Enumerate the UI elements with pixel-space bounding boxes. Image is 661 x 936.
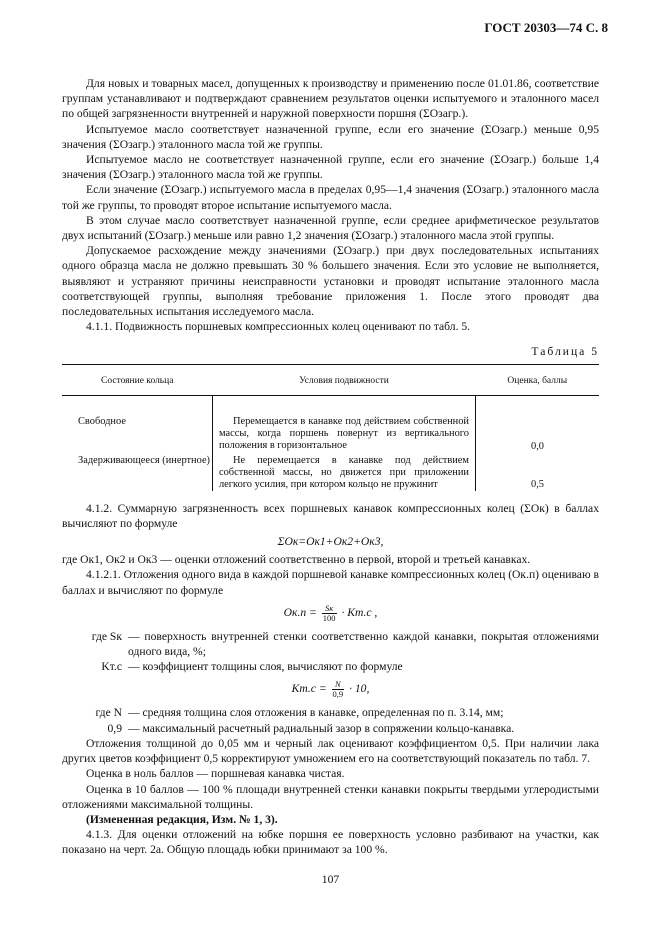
definition-symbol: где Sк: [91, 629, 122, 643]
definition-symbol: Kт.с: [101, 660, 122, 674]
document-body: [62, 76, 599, 887]
paragraph: Испытуемое масло соответствует назначенной группе, если его значение (ΣOзагр.) меньше 0,95 значения (ΣOзагр.) эталонного масла той же группы.: [62, 122, 599, 151]
formula-rhs: · Kт.с ,: [341, 606, 378, 620]
formula-lhs: Kт.с =: [291, 682, 327, 696]
section-4-1-1: 4.1.1. Подвижность поршневых компрессионных колец оценивают по табл. 5.: [86, 320, 471, 334]
definition-text: — коэффициент толщины слоя, вычисляют по формуле: [128, 660, 403, 674]
definition-symbol: где N: [95, 706, 122, 720]
table-caption: Таблица 5: [531, 345, 599, 359]
definition-item: [62, 629, 599, 659]
paragraph: Допускаемое расхождение между значениями (ΣOзагр.) при двух последовательных испытаниях одного образца масла не должно превышать 30 % большего значения. Если это условие не выполняется, выявляют и устраняют причины неисправности установки и проводят испытание эталонного масла соответствующей группы, выполняя требование приложения 1. После этого проводят два последовательных испытания исследуемого масла.: [62, 244, 599, 319]
paragraph: Для новых и товарных масел, допущенных к производству и применению после 01.01.86, соответствие группам устанавливают и подтверждают сравнением результатов оценки испытуемого и эталонного масел по общей загрязненности внутренней и наружной поверхности поршня (ΣOзагр.).: [62, 77, 599, 121]
fraction-denominator: 0,9: [332, 689, 344, 700]
table-row: [62, 395, 599, 453]
cell-condition: [213, 453, 476, 491]
cell-condition-text: Не перемещается в канавке под действием собственной массы, но движется при приложении легкого усилия, при котором кольцо не пружинит: [219, 454, 469, 490]
cell-score: 0,5: [531, 478, 544, 490]
cell-score: 0,0: [531, 440, 544, 452]
formula-rhs: · 10,: [349, 682, 370, 696]
cell-state: Свободное: [78, 415, 126, 427]
table-row: [62, 453, 599, 491]
definition-item: [62, 721, 599, 736]
amendment-note-text: (Измененная редакция, Изм. № 1, 3).: [86, 812, 278, 826]
paragraph: Если значение (ΣOзагр.) испытуемого масла в пределах 0,95—1,4 значения (ΣOзагр.) эталонного масла той же группы, то проводят второе испытание испытуемого масла.: [62, 183, 599, 212]
paragraph: Оценка в 10 баллов — 100 % площади внутренней стенки канавки покрыты твердыми углеродистыми отложениями максимальной толщины.: [62, 782, 599, 811]
definition-item: [62, 659, 599, 674]
table-5: [62, 364, 599, 491]
definition-symbol: 0,9: [107, 721, 122, 735]
formula-fraction: [332, 680, 345, 699]
fraction-numerator: N: [332, 680, 345, 690]
formula-total: ΣOк=Oк1+Oк2+Oк3,: [277, 535, 384, 549]
formula-deposit: [62, 604, 599, 623]
formula-fraction: [322, 604, 337, 623]
section-4-1-3: 4.1.3. Для оценки отложений на юбке поршня ее поверхность условно разбивают на участки, как показано на черт. 2а. Общую площадь юбки принимают за 100 %.: [62, 828, 599, 857]
formula-thickness: [62, 680, 599, 699]
running-header: ГОСТ 20303—74 С. 8: [484, 20, 608, 35]
page-number: 107: [321, 872, 340, 886]
paragraph: В этом случае масло соответствует назначенной группе, если среднее арифметическое результатов двух испытаний (ΣOзагр.) меньше или равно 1,2 значения (ΣOзагр.) эталонного масла этой группы.: [62, 213, 599, 243]
paragraph: Отложения толщиной до 0,05 мм и черный лак оценивают коэффициентом 0,5. При наличии лака других цветов коэффициент 0,5 корректируют умножением его на соответствующий показатель по табл. 7.: [62, 736, 599, 766]
table-header-row: [62, 364, 599, 395]
fraction-denominator: 100: [322, 612, 336, 623]
section-4-1-2: 4.1.2. Суммарную загрязненность всех поршневых канавок компрессионных колец (ΣOк) в баллах вычисляют по формуле: [62, 501, 599, 530]
cell-condition-text: Перемещается в канавке под действием собственной массы, когда поршень повернут из вертикального положения в горизонтальное: [219, 415, 469, 451]
amendment-note: [62, 812, 599, 827]
cell-condition: [213, 395, 476, 453]
column-header-condition: Условия подвижности: [213, 364, 476, 395]
definition-item: [62, 705, 599, 720]
column-header-score: Оценка, баллы: [476, 364, 600, 395]
column-header-state: Состояние кольца: [62, 364, 213, 395]
section-4-1-2-1: 4.1.2.1. Отложения одного вида в каждой поршневой канавке компрессионных колец (Oк.п) оцениваю в баллах и вычисляют по формуле: [62, 568, 599, 597]
formula-lhs: Oк.п =: [283, 606, 317, 620]
cell-state: Задерживающееся (инертное): [78, 454, 211, 466]
fraction-numerator: Sк: [322, 604, 337, 614]
formula-explanation: где Oк1, Oк2 и Oк3 — оценки отложений соответственно в первой, второй и третьей канавках.: [62, 553, 531, 567]
paragraph: Оценка в ноль баллов — поршневая канавка чистая.: [86, 767, 345, 781]
definition-text: — максимальный расчетный радиальный зазор в сопряжении кольцо-канавка.: [128, 721, 515, 735]
definition-text: — средняя толщина слоя отложения в канавке, определенная по п. 3.14, мм;: [128, 706, 504, 720]
definition-text: — поверхность внутренней стенки соответственно каждой канавки, покрытая отложениями одного вида, %;: [128, 629, 599, 659]
paragraph: Испытуемое масло не соответствует назначенной группе, если его значение (ΣOзагр.) больше 1,4 значения (ΣOзагр.) эталонного масла той же группы.: [62, 153, 599, 182]
